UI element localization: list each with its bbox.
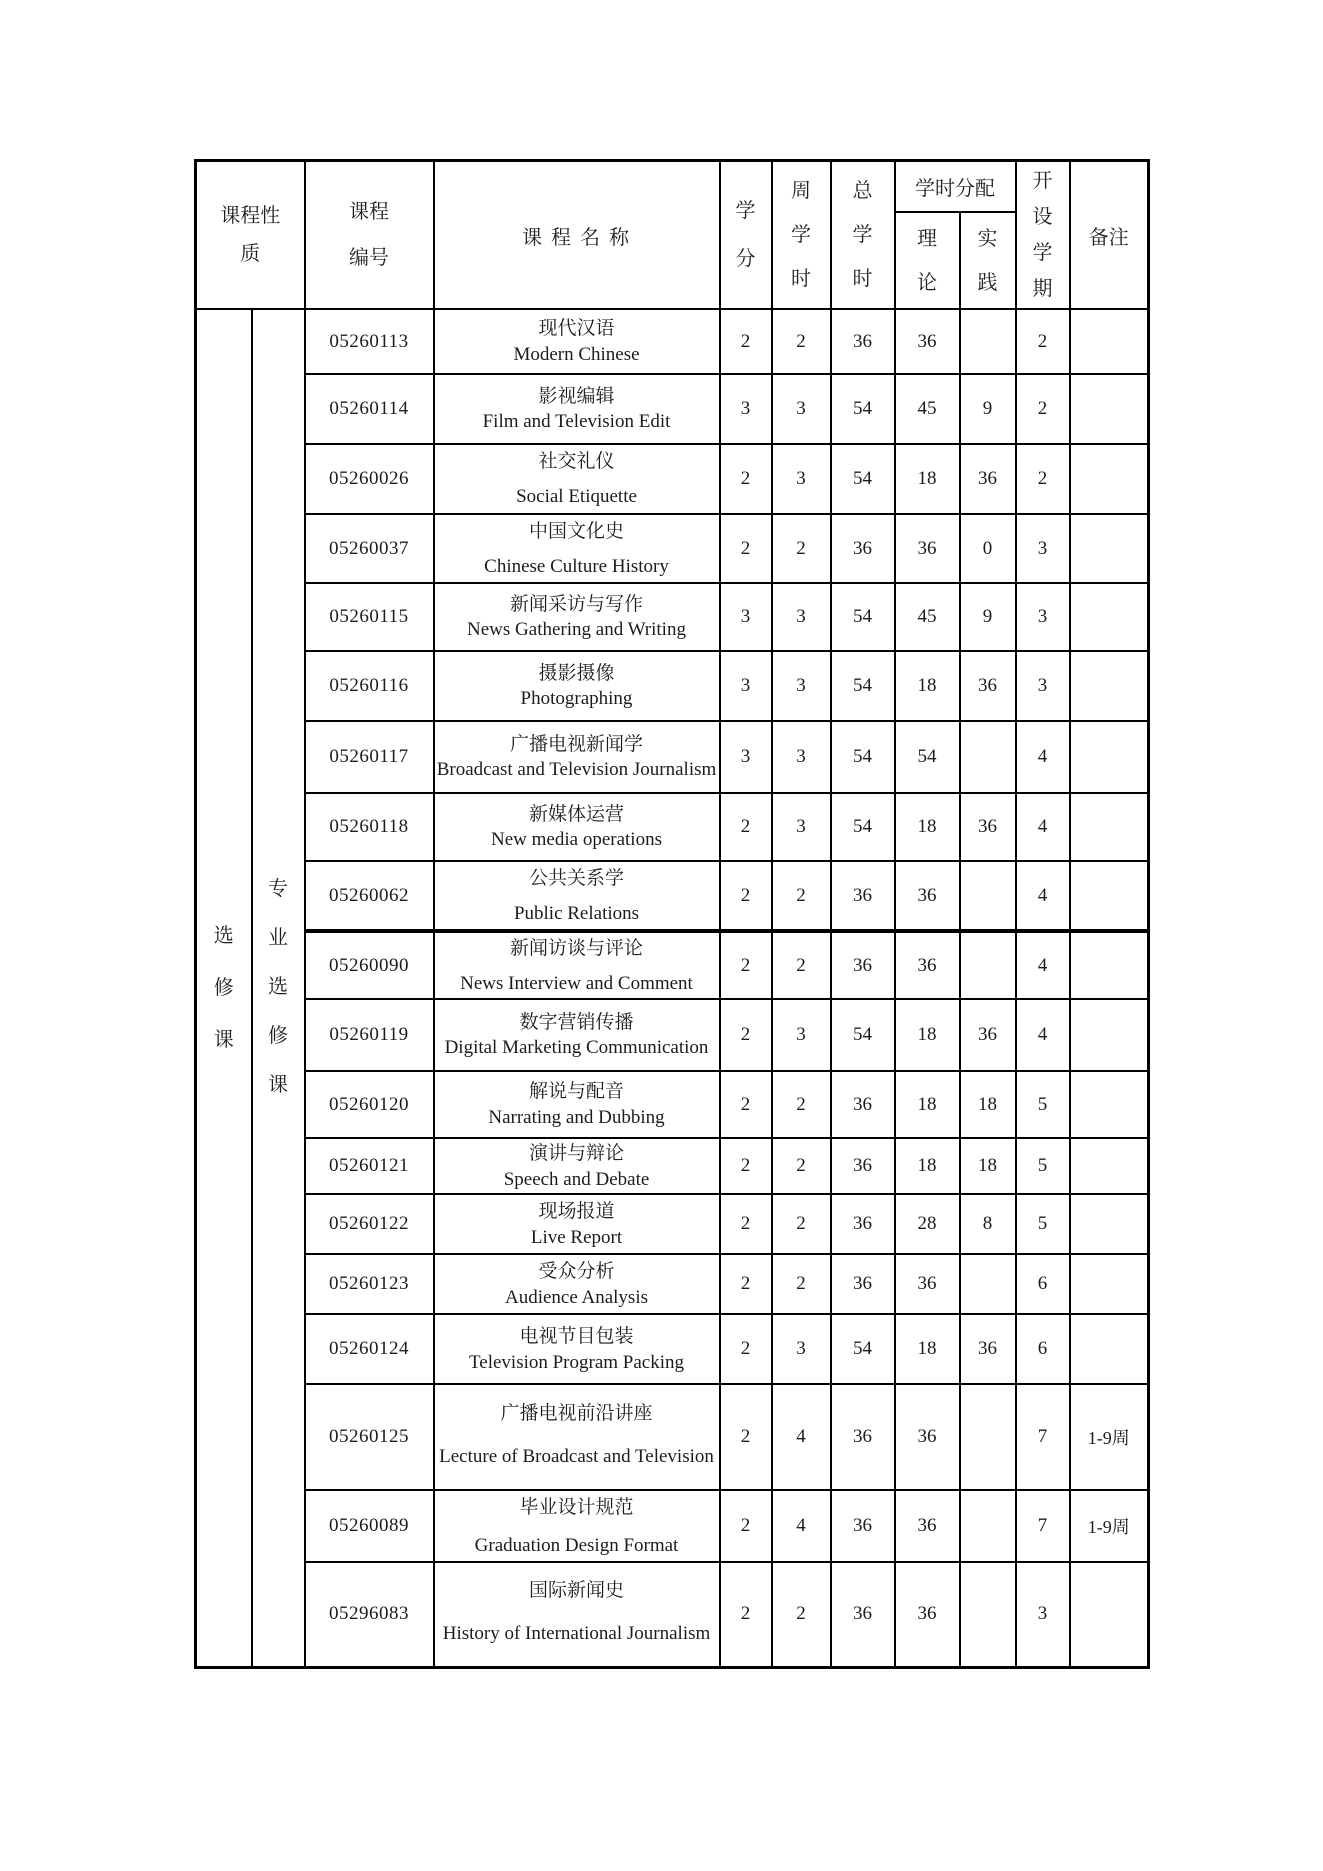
course-name-cell [434, 1562, 720, 1667]
course-name-cell [434, 931, 720, 999]
total-hours-cell: 36 [831, 931, 895, 999]
weekly-hours-cell: 2 [772, 1562, 831, 1667]
total-hours-cell: 54 [831, 999, 895, 1071]
semester-cell: 7 [1016, 1490, 1070, 1562]
course-name-en: Speech and Debate [503, 1168, 650, 1190]
practice-cell [960, 1490, 1016, 1562]
practice-cell [960, 931, 1016, 999]
semester-cell: 4 [1016, 861, 1070, 931]
semester-cell: 5 [1016, 1194, 1070, 1254]
semester-cell: 4 [1016, 999, 1070, 1071]
weekly-hours-cell: 2 [772, 514, 831, 583]
table-row [196, 444, 1149, 514]
course-name-cell [434, 1071, 720, 1138]
total-hours-cell: 54 [831, 374, 895, 444]
course-name-en: New media operations [491, 829, 662, 851]
practice-cell: 18 [960, 1071, 1016, 1138]
weekly-hours-cell: 3 [772, 721, 831, 793]
weekly-hours-cell: 4 [772, 1384, 831, 1490]
remark-cell [1070, 931, 1149, 999]
table-row [196, 931, 1149, 999]
course-name-en: Live Report [530, 1226, 623, 1248]
weekly-hours-cell: 3 [772, 999, 831, 1071]
course-number-cell: 05260116 [305, 651, 434, 721]
weekly-hours-cell: 2 [772, 931, 831, 999]
remark-cell: 1-9周 [1070, 1490, 1149, 1562]
course-nature-subgroup: 专业选修课 [252, 309, 305, 1667]
remark-cell [1070, 309, 1149, 374]
credits-cell: 2 [720, 444, 772, 514]
table-body [196, 309, 1149, 1667]
course-name-en: Television Program Packing [468, 1351, 685, 1373]
header-credits: 学分 [720, 161, 772, 310]
course-name-cell [434, 1138, 720, 1194]
course-name-en: Audience Analysis [504, 1286, 648, 1308]
course-name-zh: 新闻采访与写作 [509, 593, 643, 615]
table-header [196, 161, 1149, 310]
course-name-cell [434, 1490, 720, 1562]
course-number-cell: 05260120 [305, 1071, 434, 1138]
header-hour-allocation: 学时分配 [895, 161, 1016, 213]
course-name-en: Social Etiquette [516, 486, 637, 508]
semester-cell: 3 [1016, 1562, 1070, 1667]
course-number-cell: 05260123 [305, 1254, 434, 1314]
weekly-hours-cell: 3 [772, 793, 831, 861]
credits-cell: 2 [720, 1254, 772, 1314]
course-name-cell [434, 374, 720, 444]
credits-cell: 2 [720, 1562, 772, 1667]
header-practice: 实践 [960, 212, 1016, 309]
semester-cell: 4 [1016, 931, 1070, 999]
semester-cell: 6 [1016, 1314, 1070, 1384]
course-name-zh: 演讲与辩论 [528, 1143, 624, 1164]
course-name-cell [434, 444, 720, 514]
remark-cell: 1-9周 [1070, 1384, 1149, 1490]
practice-cell [960, 721, 1016, 793]
course-name-en: Graduation Design Format [474, 1534, 679, 1556]
table-row [196, 999, 1149, 1071]
course-schedule-table [194, 159, 1150, 1669]
course-name-zh: 中国文化史 [528, 520, 624, 542]
table-row [196, 1314, 1149, 1384]
total-hours-cell: 36 [831, 1194, 895, 1254]
table-row [196, 1562, 1149, 1667]
weekly-hours-cell: 2 [772, 1254, 831, 1314]
semester-cell: 2 [1016, 309, 1070, 374]
course-number-cell: 05260062 [305, 861, 434, 931]
practice-cell: 8 [960, 1194, 1016, 1254]
practice-cell: 9 [960, 374, 1016, 444]
theory-cell: 18 [895, 651, 960, 721]
practice-cell: 36 [960, 999, 1016, 1071]
course-name-zh: 新媒体运营 [528, 803, 624, 825]
table-row [196, 793, 1149, 861]
remark-cell [1070, 1138, 1149, 1194]
remark-cell [1070, 444, 1149, 514]
theory-cell: 28 [895, 1194, 960, 1254]
remark-cell [1070, 583, 1149, 651]
total-hours-cell: 54 [831, 651, 895, 721]
practice-cell [960, 861, 1016, 931]
theory-cell: 18 [895, 793, 960, 861]
semester-cell: 4 [1016, 793, 1070, 861]
total-hours-cell: 36 [831, 861, 895, 931]
credits-cell: 2 [720, 1384, 772, 1490]
course-name-cell [434, 514, 720, 583]
credits-cell: 2 [720, 931, 772, 999]
semester-cell: 2 [1016, 374, 1070, 444]
theory-cell: 36 [895, 931, 960, 999]
remark-cell [1070, 1562, 1149, 1667]
table-row [196, 374, 1149, 444]
credits-cell: 2 [720, 999, 772, 1071]
course-name-zh: 影视编辑 [538, 385, 615, 407]
remark-cell [1070, 1314, 1149, 1384]
course-number-cell: 05260125 [305, 1384, 434, 1490]
total-hours-cell: 36 [831, 1138, 895, 1194]
course-name-en: Film and Television Edit [482, 411, 671, 433]
course-name-en: Digital Marketing Communication [444, 1037, 709, 1059]
remark-cell [1070, 861, 1149, 931]
course-number-cell: 05260122 [305, 1194, 434, 1254]
credits-cell: 3 [720, 583, 772, 651]
weekly-hours-cell: 3 [772, 374, 831, 444]
header-remarks: 备注 [1070, 161, 1149, 310]
theory-cell: 36 [895, 1490, 960, 1562]
table-row [196, 514, 1149, 583]
course-name-cell [434, 999, 720, 1071]
weekly-hours-cell: 4 [772, 1490, 831, 1562]
practice-cell: 18 [960, 1138, 1016, 1194]
course-name-cell [434, 861, 720, 931]
table-row [196, 1194, 1149, 1254]
course-number-cell: 05260121 [305, 1138, 434, 1194]
credits-cell: 2 [720, 514, 772, 583]
weekly-hours-cell: 3 [772, 651, 831, 721]
credits-cell: 3 [720, 721, 772, 793]
course-number-cell: 05260026 [305, 444, 434, 514]
theory-cell: 54 [895, 721, 960, 793]
header-course-name: 课 程 名 称 [434, 161, 720, 310]
theory-cell: 45 [895, 583, 960, 651]
table-row [196, 1490, 1149, 1562]
course-name-zh: 广播电视前沿讲座 [500, 1402, 653, 1424]
total-hours-cell: 36 [831, 1384, 895, 1490]
course-name-en: News Gathering and Writing [467, 619, 686, 641]
header-total-hours: 总学时 [831, 161, 895, 310]
remark-cell [1070, 1071, 1149, 1138]
theory-cell: 18 [895, 1138, 960, 1194]
course-name-en: Lecture of Broadcast and Television [439, 1445, 714, 1467]
total-hours-cell: 54 [831, 1314, 895, 1384]
course-name-cell [434, 1254, 720, 1314]
practice-cell [960, 1562, 1016, 1667]
semester-cell: 5 [1016, 1138, 1070, 1194]
practice-cell [960, 1384, 1016, 1490]
course-number-cell: 05260124 [305, 1314, 434, 1384]
total-hours-cell: 36 [831, 309, 895, 374]
course-name-cell [434, 583, 720, 651]
course-name-en: Photographing [520, 688, 633, 710]
total-hours-cell: 36 [831, 1562, 895, 1667]
weekly-hours-cell: 3 [772, 444, 831, 514]
practice-cell: 9 [960, 583, 1016, 651]
weekly-hours-cell: 3 [772, 1314, 831, 1384]
course-number-cell: 05260118 [305, 793, 434, 861]
theory-cell: 18 [895, 1314, 960, 1384]
table-row [196, 721, 1149, 793]
weekly-hours-cell: 2 [772, 861, 831, 931]
credits-cell: 2 [720, 1490, 772, 1562]
course-name-zh: 解说与配音 [528, 1081, 624, 1103]
remark-cell [1070, 999, 1149, 1071]
header-course-nature: 课程性质 [196, 161, 305, 310]
course-name-en: Narrating and Dubbing [488, 1106, 665, 1128]
credits-cell: 2 [720, 793, 772, 861]
course-name-zh: 公共关系学 [528, 867, 624, 889]
total-hours-cell: 54 [831, 793, 895, 861]
theory-cell: 36 [895, 861, 960, 931]
practice-cell [960, 309, 1016, 374]
course-name-cell [434, 1314, 720, 1384]
course-name-en: Broadcast and Television Journalism [436, 759, 717, 781]
course-number-cell: 05260117 [305, 721, 434, 793]
practice-cell: 0 [960, 514, 1016, 583]
total-hours-cell: 54 [831, 583, 895, 651]
course-number-cell: 05260114 [305, 374, 434, 444]
semester-cell: 3 [1016, 651, 1070, 721]
table-row [196, 861, 1149, 931]
theory-cell: 36 [895, 1562, 960, 1667]
course-number-cell: 05260089 [305, 1490, 434, 1562]
remark-cell [1070, 651, 1149, 721]
weekly-hours-cell: 2 [772, 309, 831, 374]
practice-cell: 36 [960, 793, 1016, 861]
course-name-cell [434, 309, 720, 374]
header-weekly-hours: 周学时 [772, 161, 831, 310]
semester-cell: 4 [1016, 721, 1070, 793]
semester-cell: 3 [1016, 583, 1070, 651]
remark-cell [1070, 793, 1149, 861]
theory-cell: 36 [895, 1254, 960, 1314]
credits-cell: 3 [720, 651, 772, 721]
practice-cell [960, 1254, 1016, 1314]
course-name-zh: 国际新闻史 [528, 1579, 624, 1601]
practice-cell: 36 [960, 1314, 1016, 1384]
table-row [196, 1384, 1149, 1490]
theory-cell: 36 [895, 309, 960, 374]
course-name-zh: 摄影摄像 [538, 662, 615, 684]
practice-cell: 36 [960, 651, 1016, 721]
course-name-en: Chinese Culture History [484, 555, 669, 577]
weekly-hours-cell: 2 [772, 1071, 831, 1138]
course-name-cell [434, 651, 720, 721]
semester-cell: 5 [1016, 1071, 1070, 1138]
table-row [196, 1254, 1149, 1314]
remark-cell [1070, 1194, 1149, 1254]
weekly-hours-cell: 3 [772, 583, 831, 651]
header-course-number: 课程编号 [305, 161, 434, 310]
header-semester: 开设学期 [1016, 161, 1070, 310]
course-name-zh: 现代汉语 [538, 318, 615, 340]
credits-cell: 2 [720, 861, 772, 931]
course-name-zh: 数字营销传播 [519, 1011, 634, 1033]
course-name-en: History of International Journalism [442, 1622, 711, 1644]
remark-cell [1070, 1254, 1149, 1314]
total-hours-cell: 36 [831, 1490, 895, 1562]
table-row [196, 583, 1149, 651]
course-nature-group: 选修课 [196, 309, 252, 1667]
credits-cell: 3 [720, 374, 772, 444]
total-hours-cell: 36 [831, 1071, 895, 1138]
course-name-en: News Interview and Comment [460, 972, 693, 994]
course-name-zh: 新闻访谈与评论 [509, 937, 643, 959]
total-hours-cell: 36 [831, 514, 895, 583]
table-row [196, 309, 1149, 374]
course-name-cell [434, 1384, 720, 1490]
theory-cell: 36 [895, 514, 960, 583]
course-number-cell: 05260113 [305, 309, 434, 374]
total-hours-cell: 54 [831, 444, 895, 514]
theory-cell: 36 [895, 1384, 960, 1490]
course-name-cell [434, 721, 720, 793]
credits-cell: 2 [720, 1071, 772, 1138]
table-row [196, 651, 1149, 721]
credits-cell: 2 [720, 1138, 772, 1194]
course-name-en: Public Relations [513, 902, 640, 924]
weekly-hours-cell: 2 [772, 1138, 831, 1194]
table-row [196, 1071, 1149, 1138]
credits-cell: 2 [720, 309, 772, 374]
remark-cell [1070, 514, 1149, 583]
course-name-zh: 现场报道 [538, 1201, 615, 1223]
course-name-zh: 电视节目包装 [519, 1326, 634, 1348]
course-number-cell: 05260090 [305, 931, 434, 999]
remark-cell [1070, 374, 1149, 444]
course-name-cell [434, 793, 720, 861]
credits-cell: 2 [720, 1314, 772, 1384]
course-number-cell: 05260115 [305, 583, 434, 651]
credits-cell: 2 [720, 1194, 772, 1254]
theory-cell: 45 [895, 374, 960, 444]
semester-cell: 2 [1016, 444, 1070, 514]
practice-cell: 36 [960, 444, 1016, 514]
course-number-cell: 05260119 [305, 999, 434, 1071]
course-name-zh: 社交礼仪 [538, 451, 615, 472]
header-theory: 理论 [895, 212, 960, 309]
semester-cell: 7 [1016, 1384, 1070, 1490]
theory-cell: 18 [895, 444, 960, 514]
total-hours-cell: 36 [831, 1254, 895, 1314]
semester-cell: 3 [1016, 514, 1070, 583]
course-name-zh: 受众分析 [538, 1261, 615, 1283]
course-number-cell: 05296083 [305, 1562, 434, 1667]
course-name-zh: 毕业设计规范 [519, 1497, 634, 1519]
weekly-hours-cell: 2 [772, 1194, 831, 1254]
table-row [196, 1138, 1149, 1194]
theory-cell: 18 [895, 1071, 960, 1138]
course-number-cell: 05260037 [305, 514, 434, 583]
total-hours-cell: 54 [831, 721, 895, 793]
course-name-en: Modern Chinese [513, 343, 640, 365]
semester-cell: 6 [1016, 1254, 1070, 1314]
course-name-zh: 广播电视新闻学 [509, 733, 643, 755]
course-name-cell [434, 1194, 720, 1254]
remark-cell [1070, 721, 1149, 793]
theory-cell: 18 [895, 999, 960, 1071]
